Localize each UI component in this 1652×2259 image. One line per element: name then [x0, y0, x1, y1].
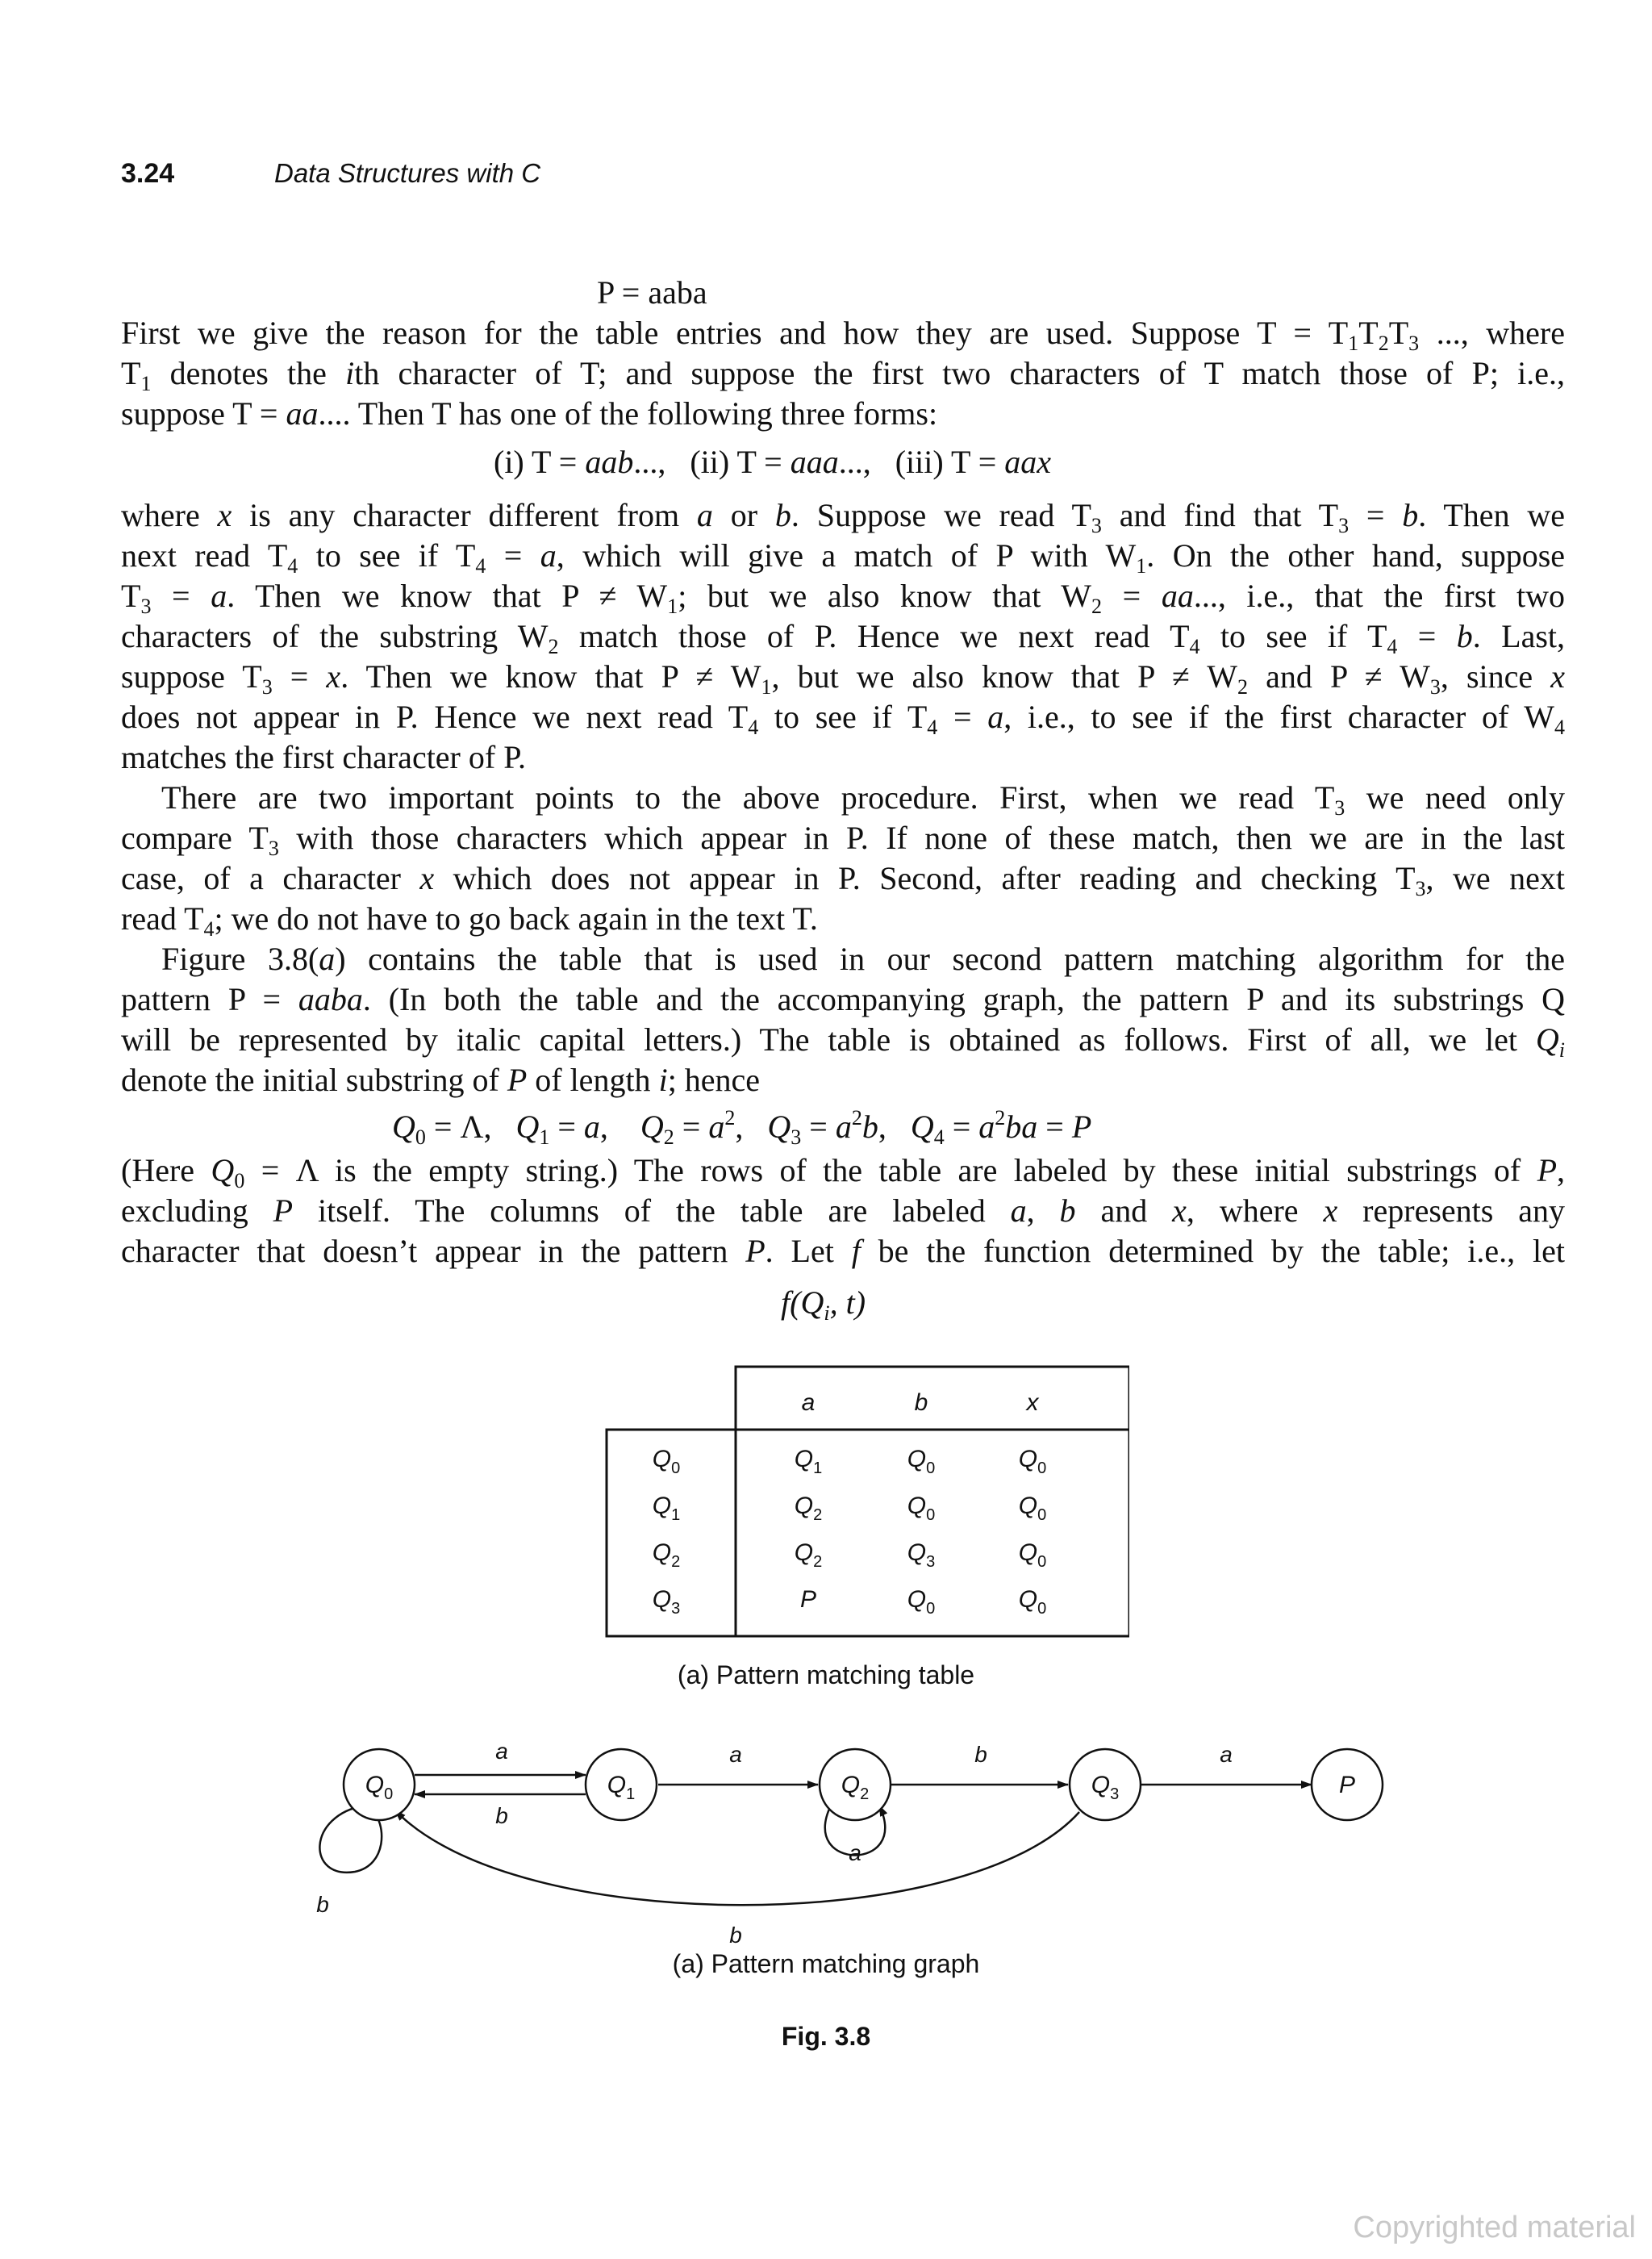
- graph-node-label: $Q_2$: [841, 1772, 870, 1803]
- graph-node-label: $Q_1$: [607, 1772, 636, 1803]
- edge-label-q3-q0: b: [729, 1923, 742, 1948]
- forms-equation: (i) T = aab..., (ii) T = aaa..., (iii) T = aax: [494, 444, 1052, 480]
- equation-substrings: $Q_0 = \Lambda$, $Q_1 = a$, $Q_2 = a^2$, $Q_3 = a^2b$, $Q_4 = a^2ba = P$: [392, 1106, 1092, 1149]
- table-header-frame: [736, 1367, 1129, 1430]
- table-cell: $Q_1$: [794, 1446, 823, 1477]
- table-row-label: $Q_3$: [652, 1586, 681, 1618]
- para3-line4: read $T_4$; we do not have to go back again in the text T.: [121, 900, 818, 941]
- table-col-header-a: a: [801, 1389, 816, 1416]
- table-body-frame: [607, 1430, 1129, 1636]
- para4-line3: will be represented by italic capital letters.) The table is obtained as follows. First of all, we let $Q_i$: [121, 1021, 1565, 1062]
- para2-line3: $T_3 = a$. Then we know that $P \ne W_1$; but we also know that $W_2$ = aa..., i.e., that the first two: [121, 578, 1566, 618]
- edge-label-q2-self: a: [849, 1840, 861, 1865]
- table-cell: $Q_0$: [907, 1493, 936, 1524]
- para4-line4: denote the initial substring of P of length i; hence: [121, 1062, 761, 1098]
- para2-line5: suppose $T_3 = x$. Then we know that $P \ne W_1$, but we also know that $P \ne W_2$ and $P \ne W_3$, since x: [121, 658, 1566, 699]
- edge-label-q1-q0: b: [495, 1803, 508, 1828]
- para5-line3: character that doesn’t appear in the pattern P. Let f be the function determined by the table; i.e., let: [121, 1233, 1566, 1269]
- para3-line3: case, of a character x which does not appear in P. Second, after reading and checking $T_3$, we next: [121, 860, 1565, 900]
- running-title: Data Structures with C: [274, 158, 541, 188]
- para1-line1: First we give the reason for the table entries and how they are used. Suppose $T = T_1T_2T_3$ ..., where: [121, 315, 1565, 355]
- table-cell: P: [799, 1586, 817, 1613]
- watermark: Copyrighted material: [1353, 2211, 1636, 2244]
- equation-function: $f(Q_i$, t): [781, 1284, 866, 1325]
- edge-label-q1-q2: a: [729, 1742, 742, 1767]
- para2-line1: where x is any character different from a or b. Suppose we read $T_3$ and find that $T_3 = b$. Then we: [121, 497, 1566, 537]
- para4-line2: pattern P = aaba. (In both the table and the accompanying graph, the pattern P and its substrings Q: [121, 981, 1566, 1017]
- pattern-matching-graph: [274, 1727, 1420, 1985]
- table-caption: (a) Pattern matching table: [677, 1660, 975, 1689]
- para5-line1: (Here $Q_0 = \Lambda$ is the empty string.) The rows of the table are labeled by these initial substrings of P,: [121, 1152, 1565, 1192]
- graph-caption: (a) Pattern matching graph: [672, 1949, 980, 1978]
- para2-line4: characters of the substring $W_2$ match those of P. Hence we next read $T_4$ to see if $T_4 = b$. Last,: [121, 618, 1566, 658]
- table-cell: $Q_0$: [1018, 1586, 1047, 1618]
- para3-line1: There are two important points to the above procedure. First, when we read $T_3$ we need only: [161, 779, 1565, 820]
- para2-line6: does not appear in P. Hence we next read $T_4$ to see if $T_4 = a$, i.e., to see if the first character of $W_4$: [121, 699, 1565, 739]
- table-col-header-x: x: [1026, 1389, 1039, 1416]
- figure-label: Fig. 3.8: [781, 2022, 871, 2051]
- table-row-label: $Q_1$: [652, 1493, 681, 1524]
- table-cell: $Q_2$: [794, 1539, 823, 1571]
- para1-line2: $T_1$ denotes the ith character of T; and suppose the first two characters of T match those of P; i.e.,: [121, 355, 1565, 395]
- equation-pattern: P = aaba: [597, 274, 707, 311]
- edge-label-q2-q3: b: [974, 1742, 987, 1767]
- para2-line2: next read $T_4$ to see if $T_4 = a$, which will give a match of P with $W_1$. On the other hand, suppose: [121, 537, 1566, 578]
- para1-line3: suppose T = aa.... Then T has one of the following three forms:: [121, 395, 938, 432]
- graph-node-label: P: [1338, 1772, 1356, 1798]
- edge-label-q3-p: a: [1220, 1742, 1233, 1767]
- graph-node-label: $Q_3$: [1091, 1772, 1120, 1803]
- pattern-matching-table: [597, 1365, 1129, 1639]
- table-row-label: $Q_2$: [652, 1539, 681, 1571]
- table-cell: $Q_0$: [1018, 1539, 1047, 1571]
- table-cell: $Q_0$: [1018, 1493, 1047, 1524]
- page-number: 3.24: [121, 158, 175, 189]
- table-col-header-b: b: [914, 1389, 928, 1416]
- table-cell: $Q_2$: [794, 1493, 823, 1524]
- edge-label-q0-q1: a: [495, 1739, 508, 1764]
- para2-line7: matches the first character of P.: [121, 739, 527, 775]
- table-cell: $Q_3$: [907, 1539, 936, 1571]
- para4-line1: Figure 3.8(a) contains the table that is used in our second pattern matching algorithm for the: [161, 941, 1565, 977]
- table-cell: $Q_0$: [907, 1446, 936, 1477]
- graph-node-label: $Q_0$: [365, 1772, 394, 1803]
- para3-line2: compare $T_3$ with those characters which appear in P. If none of these match, then we are in the last: [121, 820, 1565, 860]
- table-cell: $Q_0$: [1018, 1446, 1047, 1477]
- table-cell: $Q_0$: [907, 1586, 936, 1618]
- table-row-label: $Q_0$: [652, 1446, 681, 1477]
- edge-label-q0-self: b: [316, 1892, 329, 1917]
- para5-line2: excluding P itself. The columns of the table are labeled a, b and x, where x represents any: [121, 1192, 1565, 1229]
